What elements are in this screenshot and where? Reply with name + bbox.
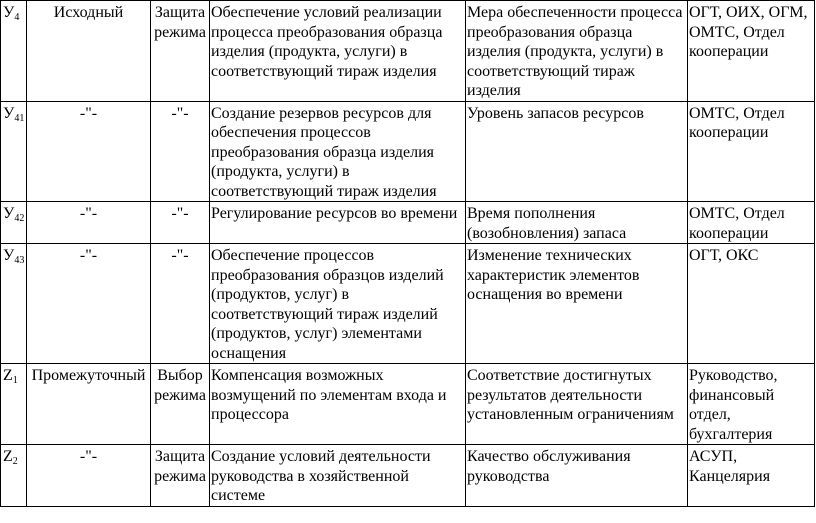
row-code: $У_{43}$	[1, 244, 27, 364]
owner-cell: Руководство, финансовый отдел, бухгалтерия	[688, 364, 815, 445]
stage-cell: -"-	[27, 244, 151, 364]
measure-cell: Изменение технических характеристик элементов оснащения во времени	[466, 244, 688, 364]
row-code: $У_{42}$	[1, 202, 27, 244]
mode-cell: -"-	[151, 202, 210, 244]
mode-cell: Выбор режима	[151, 364, 210, 445]
task-cell: Обеспечение процессов преобразования образцов изделий (продуктов, услуг) в соответствующий тираж изделий (продуктов, услуг) элементами оснащения	[210, 244, 466, 364]
table-row	[1, 202, 815, 244]
mode-cell: -"-	[151, 101, 210, 202]
owner-cell: АСУП, Канцелярия	[688, 445, 815, 507]
table-row	[1, 364, 815, 445]
mode-cell: -"-	[151, 244, 210, 364]
measure-cell: Уровень запасов ресурсов	[466, 101, 688, 202]
task-cell: Обеспечение условий реализации процесса преобразования образца изделия (продукта, услуги) в соответствующий тираж изделия	[210, 1, 466, 102]
table-row	[1, 445, 815, 507]
measure-cell: Соответствие достигнутых результатов деятельности установленным ограничениям	[466, 364, 688, 445]
task-cell: Регулирование ресурсов во времени	[210, 202, 466, 244]
mode-cell: Защита режима	[151, 1, 210, 102]
table-row	[1, 244, 815, 364]
stage-cell: -"-	[27, 445, 151, 507]
task-cell: Создание резервов ресурсов для обеспечения процессов преобразования образца изделия (продукта, услуги) в соответствующий тираж изделия	[210, 101, 466, 202]
stage-cell: -"-	[27, 101, 151, 202]
row-code: $У_4$	[1, 1, 27, 102]
mode-cell: Защита режима	[151, 445, 210, 507]
owner-cell: ОМТС, Отдел кооперации	[688, 101, 815, 202]
owner-cell: ОГТ, ОКС	[688, 244, 815, 364]
task-cell: Компенсация возможных возмущений по элементам входа и процессора	[210, 364, 466, 445]
stage-cell: -"-	[27, 202, 151, 244]
table-row	[1, 101, 815, 202]
task-cell: Создание условий деятельности руководства в хозяйственной системе	[210, 445, 466, 507]
row-code: $Z_1$	[1, 364, 27, 445]
row-code: $У_{41}$	[1, 101, 27, 202]
stage-cell: Промежуточный	[27, 364, 151, 445]
table-row	[1, 1, 815, 102]
row-code: $Z_2$	[1, 445, 27, 507]
owner-cell: ОГТ, ОИХ, ОГМ, ОМТС, Отдел кооперации	[688, 1, 815, 102]
measure-cell: Время пополнения (возобновления) запаса	[466, 202, 688, 244]
measure-cell: Качество обслуживания руководства	[466, 445, 688, 507]
measure-cell: Мера обеспеченности процесса преобразования образца изделия (продукта, услуги) в соответствующий тираж изделия	[466, 1, 688, 102]
stage-cell: Исходный	[27, 1, 151, 102]
owner-cell: ОМТС, Отдел кооперации	[688, 202, 815, 244]
